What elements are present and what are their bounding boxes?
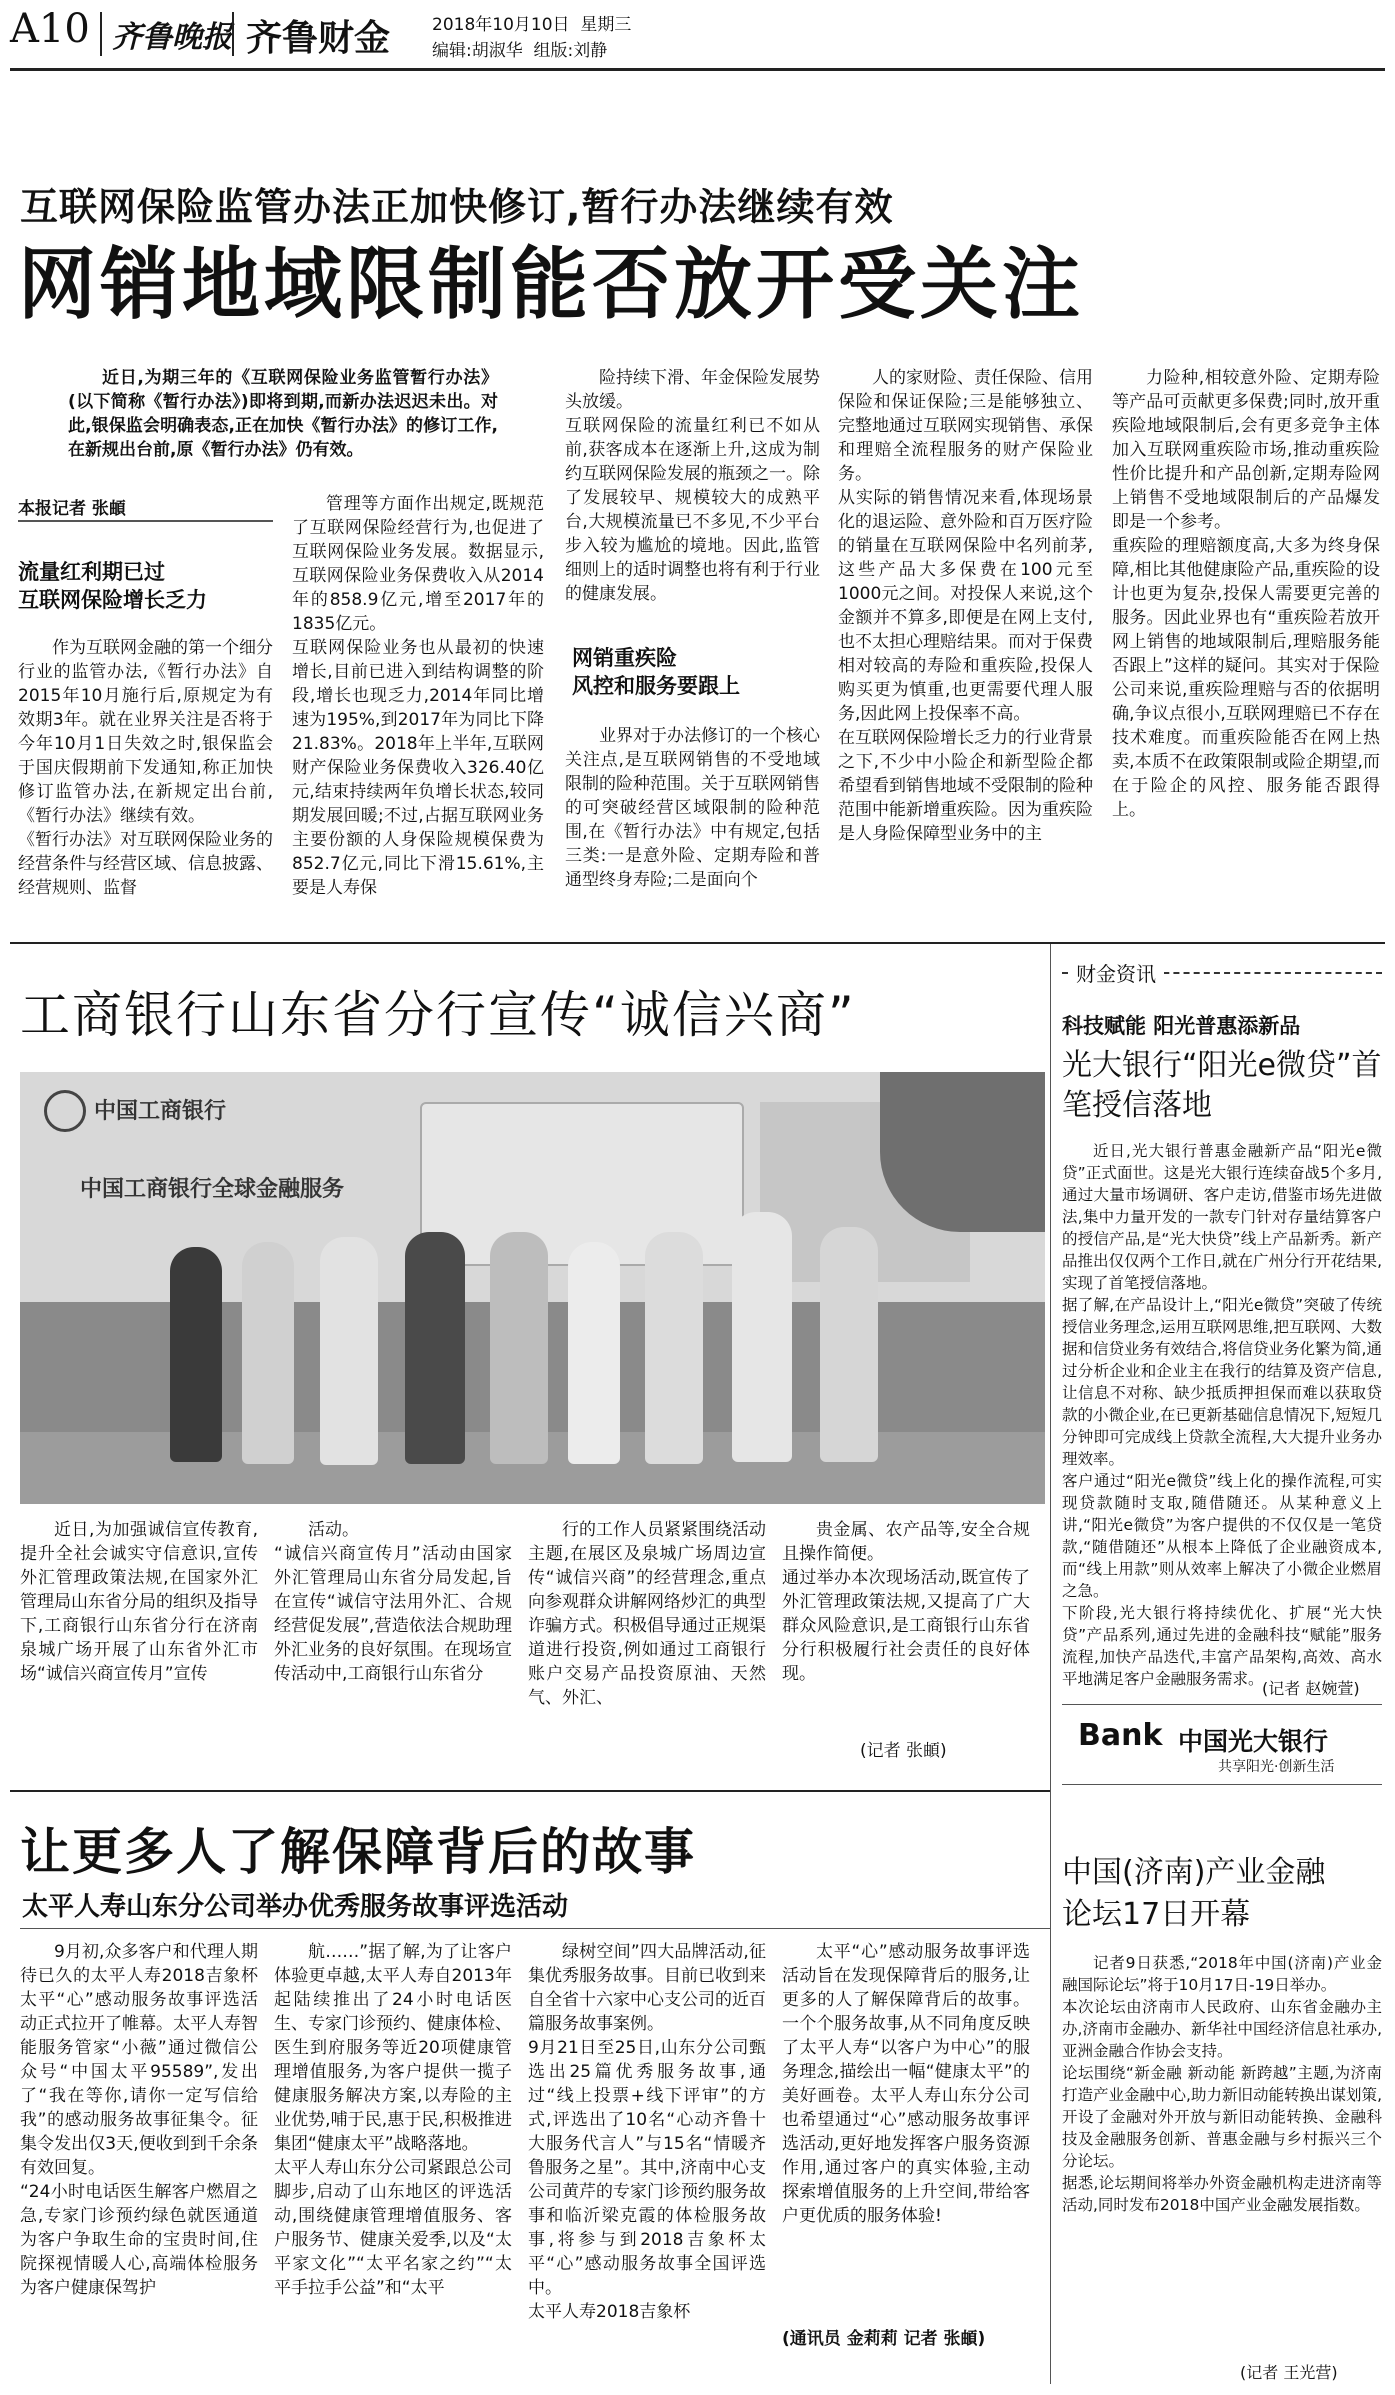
event-photo	[20, 1072, 1045, 1504]
ceb-logo-en: Bank	[1078, 1718, 1163, 1753]
byline-rule	[18, 520, 273, 522]
article1-kicker: 互联网保险监管办法正加快修订,暂行办法继续有效	[20, 185, 894, 229]
col-text: 9月初,众多客户和代理人期待已久的太平人寿2018吉象杯太平“心”感动服务故事评选活动正式拉开了帷幕。太平人寿智能服务管家“小薇”通过微信公众号“中国太平95589”,发出了“我在等你,请你一定写信给我”的感动服务故事征集令。征集令发出仅3天,便收到到千余条有效回复。 “24小时电话医生解客户燃眉之急,专家门诊预约绿色就医通道为客户争取生命的宝贵时间,住院探视情暖人心,高端体检服务为客户健康保驾护	[20, 1942, 258, 2298]
article3-rule	[20, 1928, 1050, 1929]
masthead-rule	[10, 68, 1385, 71]
sidebar-byline: (记者 赵婉萱)	[1262, 1679, 1360, 1698]
col-text: 绿树空间”四大品牌活动,征集优秀服务故事。目前已收到来自全省十六家中心支公司的近百篇服务故事案例。 9月21日至25日,山东分公司甄选出25篇优秀服务故事,通过“线上投票+线下评审”的方式,评选出了10名“心动齐鲁十大服务代言人”与15名“情暖齐鲁服务之星”。其中,济南中心支公司黄芹的专家门诊预约服务故事和临沂梁克霞的体检服务故事,将参与到2018吉象杯太平“心”感动服务故事全国评选中。 太平人寿2018吉象杯	[528, 1942, 766, 2322]
article1-col3b	[565, 724, 820, 926]
sidebar-rule	[1062, 1704, 1382, 1705]
photo-tree	[880, 1072, 1045, 1232]
article1-bottom-rule	[10, 942, 1385, 944]
person	[568, 1242, 620, 1464]
article1-headline: 网销地域限制能否放开受关注	[18, 240, 1085, 330]
article1-col3	[565, 366, 820, 616]
article1-subhead2: 网销重疾险 风控和服务要跟上	[572, 646, 740, 698]
masthead-divider	[232, 12, 234, 56]
sidebar-kicker: 科技赋能 阳光普惠添新品	[1062, 1014, 1301, 1038]
article1-lead	[68, 366, 498, 466]
date: 2018年10月10日	[432, 15, 570, 35]
article2-col2	[274, 1518, 512, 1768]
article3-col2	[274, 1940, 512, 2384]
sidebar-body	[1062, 1140, 1382, 1688]
ceb-logo-cn: 中国光大银行	[1178, 1727, 1329, 1756]
editor: 编辑:胡淑华	[432, 41, 523, 61]
article1-subhead1: 流量红利期已过 互联网保险增长乏力	[18, 560, 207, 612]
person	[732, 1212, 792, 1462]
ceb-logo-slogan: 共享阳光·创新生活	[1218, 1759, 1335, 1775]
article1-byline: 本报记者 张頔	[18, 499, 126, 519]
article2-byline: (记者 张頔)	[860, 1741, 947, 1761]
person	[820, 1227, 878, 1462]
icbc-logo	[44, 1090, 86, 1132]
col-text: 管理等方面作出规定,既规范了互联网保险经营行为,也促进了互联网保险业务发展。数据显示,互联网保险业务保费收入从2014年的858.9亿元,增至2017年的1835亿元。 互联网保险业务也从最初的快速增长,目前已进入到结构调整的阶段,增长也现乏力,2014年同比增速为195%,到2017年为同比下降21.83%。2018年上半年,互联网财产保险业务保费收入326.40亿元,结束持续两年负增长状态,较同期发展回暖;不过,占据互联网业务主要份额的人身保险规模保费为852.7亿元,同比下滑15.61%,主要是人寿保	[292, 494, 544, 898]
article3-headline: 让更多人了解保障背后的故事	[20, 1823, 696, 1881]
lead-text: 近日,为期三年的《互联网保险业务监管暂行办法》(以下简称《暂行办法》)即将到期,而新办法迟迟未出。对此,银保监会明确表态,正在加快《暂行办法》的修订工作,在新规出台前,原《暂行办法》仍有效。	[68, 368, 498, 460]
col-text: 近日,为加强诚信宣传教育,提升全社会诚实守信意识,宣传外汇管理政策法规,在国家外汇管理局山东省分局的组织及指导下,工商银行山东省分行在济南泉城广场开展了山东省外汇市场“诚信兴商宣传月”宣传	[20, 1520, 258, 1684]
person	[242, 1242, 294, 1464]
article3-col4	[782, 1940, 1030, 2320]
article2-col1	[20, 1518, 258, 1768]
layout-editor: 组版:刘静	[533, 41, 608, 61]
col-text: 业界对于办法修订的一个核心关注点,是互联网销售的不受地域限制的险种范围。关于互联网销售的可突破经营区域限制的险种范围,在《暂行办法》中有规定,包括三类:一是意外险、定期寿险和普通型终身寿险;二是面向个	[565, 726, 820, 890]
editor-credits	[432, 36, 607, 61]
person	[645, 1232, 703, 1464]
weekday: 星期三	[580, 15, 632, 35]
col-text: 贵金属、农产品等,安全合规且操作简便。 通过举办本次现场活动,既宣传了外汇管理政策法规,又提高了广大群众风险意识,是工商银行山东省分行积极履行社会责任的良好体现。	[782, 1520, 1030, 1684]
article1-col4	[838, 366, 1093, 926]
article1-col1	[18, 636, 273, 926]
col-text: 人的家财险、责任保险、信用保险和保证保险;三是能够独立、完整地通过互联网实现销售、承保和理赔全流程服务的财产保险业务。 从实际的销售情况来看,体现场景化的退运险、意外险和百万医疗险的销量在互联网保险中名列前茅,这些产品大多保费在100元至1000元之间。对投保人来说,这个金额并不算多,即便是在网上支付,也不太担心理赔结果。而对于保费相对较高的寿险和重疾险,投保人购买更为慎重,也更需要代理人服务,因此网上投保率不高。 在互联网保险增长乏力的行业背景之下,不少中小险企和新型险企都希望看到销售地域不受限制的险种范围中能新增重疾险。因为重疾险是人身险保障型业务中的主	[838, 368, 1093, 844]
issue-date	[432, 10, 631, 35]
article1-col2	[292, 492, 544, 926]
sidebar-body2-text: 记者9日获悉,“2018年中国(济南)产业金融国际论坛”将于10月17日-19日举办。 本次论坛由济南市人民政府、山东省金融办主办,济南市金融办、新华社中国经济信息社承办,亚洲金融合作协会支持。 论坛围绕“新金融 新动能 新跨越”主题,为济南打造产业金融中心,助力新旧动能转换出谋划策,开设了金融对外开放与新旧动能转换、金融科技及金融服务创新、普惠金融与乡村振兴三个分论坛。 据悉,论坛期间将举办外资金融机构走进济南等活动,同时发布2018中国产业金融发展指数。	[1062, 1954, 1382, 2214]
photo-logo-text: 中国工商银行	[94, 1099, 227, 1124]
paper-logo: 齐鲁晚报	[112, 20, 232, 55]
article3-subhead: 太平人寿山东分公司举办优秀服务故事评选活动	[22, 1892, 569, 1922]
article3-col3	[528, 1940, 766, 2384]
article2-headline: 工商银行山东省分行宣传“诚信兴商”	[20, 986, 856, 1044]
article2-col3	[528, 1518, 766, 1768]
ceb-logo	[1078, 1716, 1378, 1776]
sidebar-body2	[1062, 1952, 1382, 2352]
article2-bottom-rule	[10, 1790, 1050, 1792]
article3-byline: (通讯员 金莉莉 记者 张頔)	[782, 2329, 986, 2349]
col-text: 太平“心”感动服务故事评选活动旨在发现保障背后的服务,让更多的人了解保障背后的故事。一个个服务故事,从不同角度反映了太平人寿“以客户为中心”的服务理念,描绘出一幅“健康太平”的美好画卷。太平人寿山东分公司也希望通过“心”感动服务故事评选活动,更好地发挥客户服务资源作用,通过客户的真实体验,主动探索增值服务的上升空间,带给客户更优质的服务体验!	[782, 1942, 1030, 2226]
article1-col5	[1112, 366, 1380, 926]
person	[320, 1237, 378, 1465]
person	[490, 1232, 548, 1464]
person	[170, 1247, 222, 1462]
col-text: 力险种,相较意外险、定期寿险等产品可贡献更多保费;同时,放开重疾险地域限制后,会有更多竞争主体加入互联网重疾险市场,推动重疾险性价比提升和产品创新,定期寿险网上销售不受地域限制后的产品爆发即是一个参考。 重疾险的理赔额度高,大多为终身保障,相比其他健康险产品,重疾险的设计也更为复杂,投保人需要更完善的服务。因此业界也有“重疾险若放开网上销售的地域限制后,理赔服务能否跟上”这样的疑问。其实对于保险公司来说,重疾险理赔与否的依据明确,争议点很小,互联网理赔已不存在技术难度。而重疾险能否在网上热卖,本质不在政策限制或险企期望,而在于险企的风控、服务能否跟得上。	[1112, 368, 1380, 820]
col-text: 行的工作人员紧紧围绕活动主题,在展区及泉城广场周边宣传“诚信兴商”的经营理念,重点向参观群众讲解网络炒汇的典型诈骗方式。积极倡导通过正规渠道进行投资,例如通过工商银行账户交易产品投资原油、天然气、外汇、	[528, 1520, 766, 1708]
section-title: 齐鲁财金	[246, 18, 391, 59]
sidebar-headline: 光大银行“阳光e微贷”首笔授信落地	[1062, 1048, 1382, 1123]
masthead-divider	[100, 12, 102, 56]
photo-sign-title: 中国工商银行全球金融服务	[80, 1177, 345, 1202]
sidebar-body-text: 近日,光大银行普惠金融新产品“阳光e微贷”正式面世。这是光大银行连续奋战5个多月,通过大量市场调研、客户走访,借鉴市场先进做法,集中力量开发的一款专门针对存量结算客户的授信产品,是“光大快贷”线上产品新秀。新产品推出仅仅两个工作日,就在广州分行开花结果,实现了首笔授信落地。 据了解,在产品设计上,“阳光e微贷”突破了传统授信业务理念,运用互联网思维,把互联网、大数据和信贷业务有效结合,将信贷业务化繁为简,通过分析企业和企业主在我行的结算及资产信息,让信息不对称、缺少抵质押担保而难以获取贷款的小微企业,在已更新基础信息情况下,短短几分钟即可完成线上贷款全流程,大大提升业务办理效率。 客户通过“阳光e微贷”线上化的操作流程,可实现贷款随时支取,随借随还。从某种意义上讲,“阳光e微贷”为客户提供的不仅仅是一笔贷款,“随借随还”从根本上降低了企业融资成本,而“线上用款”则从效率上解决了小微企业燃眉之急。 下阶段,光大银行将持续优化、扩展“光大快贷”产品系列,通过先进的金融科技“赋能”服务流程,加快产品迭代,丰富产品架构,高效、高水平地满足客户金融服务需求。	[1062, 1142, 1382, 1688]
col-text: 险持续下滑、年金保险发展势头放缓。 互联网保险的流量红利已不如从前,获客成本在逐渐上升,这成为制约互联网保险发展的瓶颈之一。除了发展较早、规模较大的成熟平台,大规模流量已不多见,不少平台步入较为尴尬的境地。因此,监管细则上的适时调整也将有利于行业的健康发展。	[565, 368, 820, 604]
article3-col1	[20, 1940, 258, 2384]
sidebar-headline2: 中国(济南)产业金融论坛17日开幕	[1062, 1855, 1326, 1932]
sidebar-divider	[1050, 944, 1051, 2384]
col-text: 活动。 “诚信兴商宣传月”活动由国家外汇管理局山东省分局发起,旨在宣传“诚信守法用外汇、合规经营促发展”,营造依法合规助理外汇业务的良好氛围。在现场宣传活动中,工商银行山东省分	[274, 1520, 512, 1684]
article2-col4	[782, 1518, 1030, 1738]
person	[405, 1232, 465, 1464]
sidebar-byline2: (记者 王光营)	[1240, 2363, 1338, 2382]
sidebar-tag: 财金资讯	[1068, 958, 1164, 987]
sidebar-rule	[1062, 1784, 1382, 1785]
col-text: 航……”据了解,为了让客户体验更卓越,太平人寿自2013年起陆续推出了24小时电话医生、专家门诊预约、健康体检、医生到府服务等近20项健康管理增值服务,为客户提供一揽子健康服务解决方案,以寿险的主业优势,哺于民,惠于民,积极推进集团“健康太平”战略落地。 太平人寿山东分公司紧跟总公司脚步,启动了山东地区的评选活动,围绕健康管理增值服务、客户服务节、健康关爱季,以及“太平家文化”“太平名家之约”“太平手拉手公益”和“太平	[274, 1942, 512, 2298]
col-text: 作为互联网金融的第一个细分行业的监管办法,《暂行办法》自2015年10月施行后,原规定为有效期3年。就在业界关注是否将于今年10月1日失效之时,银保监会于国庆假期前下发通知,称正加快修订监管办法,在新规定出台前,《暂行办法》继续有效。 《暂行办法》对互联网保险业务的经营条件与经营区域、信息披露、经营规则、监督	[18, 638, 273, 898]
page-number: A10	[10, 6, 90, 52]
